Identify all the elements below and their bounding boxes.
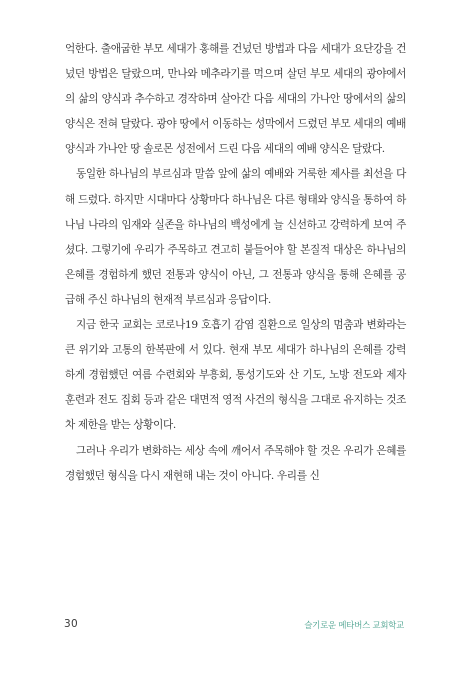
- page-number: 30: [64, 618, 78, 630]
- paragraph-2: 동일한 하나님의 부르심과 말씀 앞에 삶의 예배와 거룩한 제사를 최선을 다해 드렸다. 하지만 시대마다 상황마다 하나님은 다른 형태와 양식을 통하여 하나님 나라의 임재와 실존을 하나님의 백성에게 늘 신선하고 강력하게 보여 주셨다. 그렇기에 우리가 주목하고 견고히 붙들어야 할 본질적 대상은 하나님의 은혜를 경험하게 했던 전통과 양식이 아닌, 그 전통과 양식을 통해 은혜를 공급해 주신 하나님의 현재적 부르심과 응답이다.: [65, 168, 406, 306]
- paragraph-3: 지금 한국 교회는 코로나19 호흡기 감염 질환으로 일상의 멈춤과 변화라는 큰 위기와 고통의 한복판에 서 있다. 현재 부모 세대가 하나님의 은혜를 강력하게 경험했던 여름 수련회와 부흥회, 통성기도와 산 기도, 노방 전도와 제자 훈련과 전도 집회 등과 같은 대면적 영적 사건의 형식을 그대로 유지하는 것조차 제한을 받는 상황이다.: [65, 319, 406, 432]
- paragraph-4: 그러나 우리가 변화하는 세상 속에 깨어서 주목해야 할 것은 우리가 은혜를 경험했던 형식을 다시 재현해 내는 것이 아니다. 우리를 신: [65, 444, 406, 482]
- body-text: [65, 37, 406, 489]
- paragraph-1: 억한다. 출애굽한 부모 세대가 홍해를 건넜던 방법과 다음 세대가 요단강을 건넜던 방법은 달랐으며, 만나와 메추라기를 먹으며 살던 부모 세대의 광야에서의 삶의 양식과 추수하고 경작하며 살아간 다음 세대의 가나안 땅에서의 삶의 양식은 전혀 달랐다. 광야 땅에서 이동하는 성막에서 드렸던 부모 세대의 예배 양식과 가나안 땅 솔로몬 성전에서 드린 다음 세대의 예배 양식은 달랐다.: [65, 43, 406, 156]
- running-footer-title: 슬기로운 메타버스 교회학교: [304, 620, 404, 630]
